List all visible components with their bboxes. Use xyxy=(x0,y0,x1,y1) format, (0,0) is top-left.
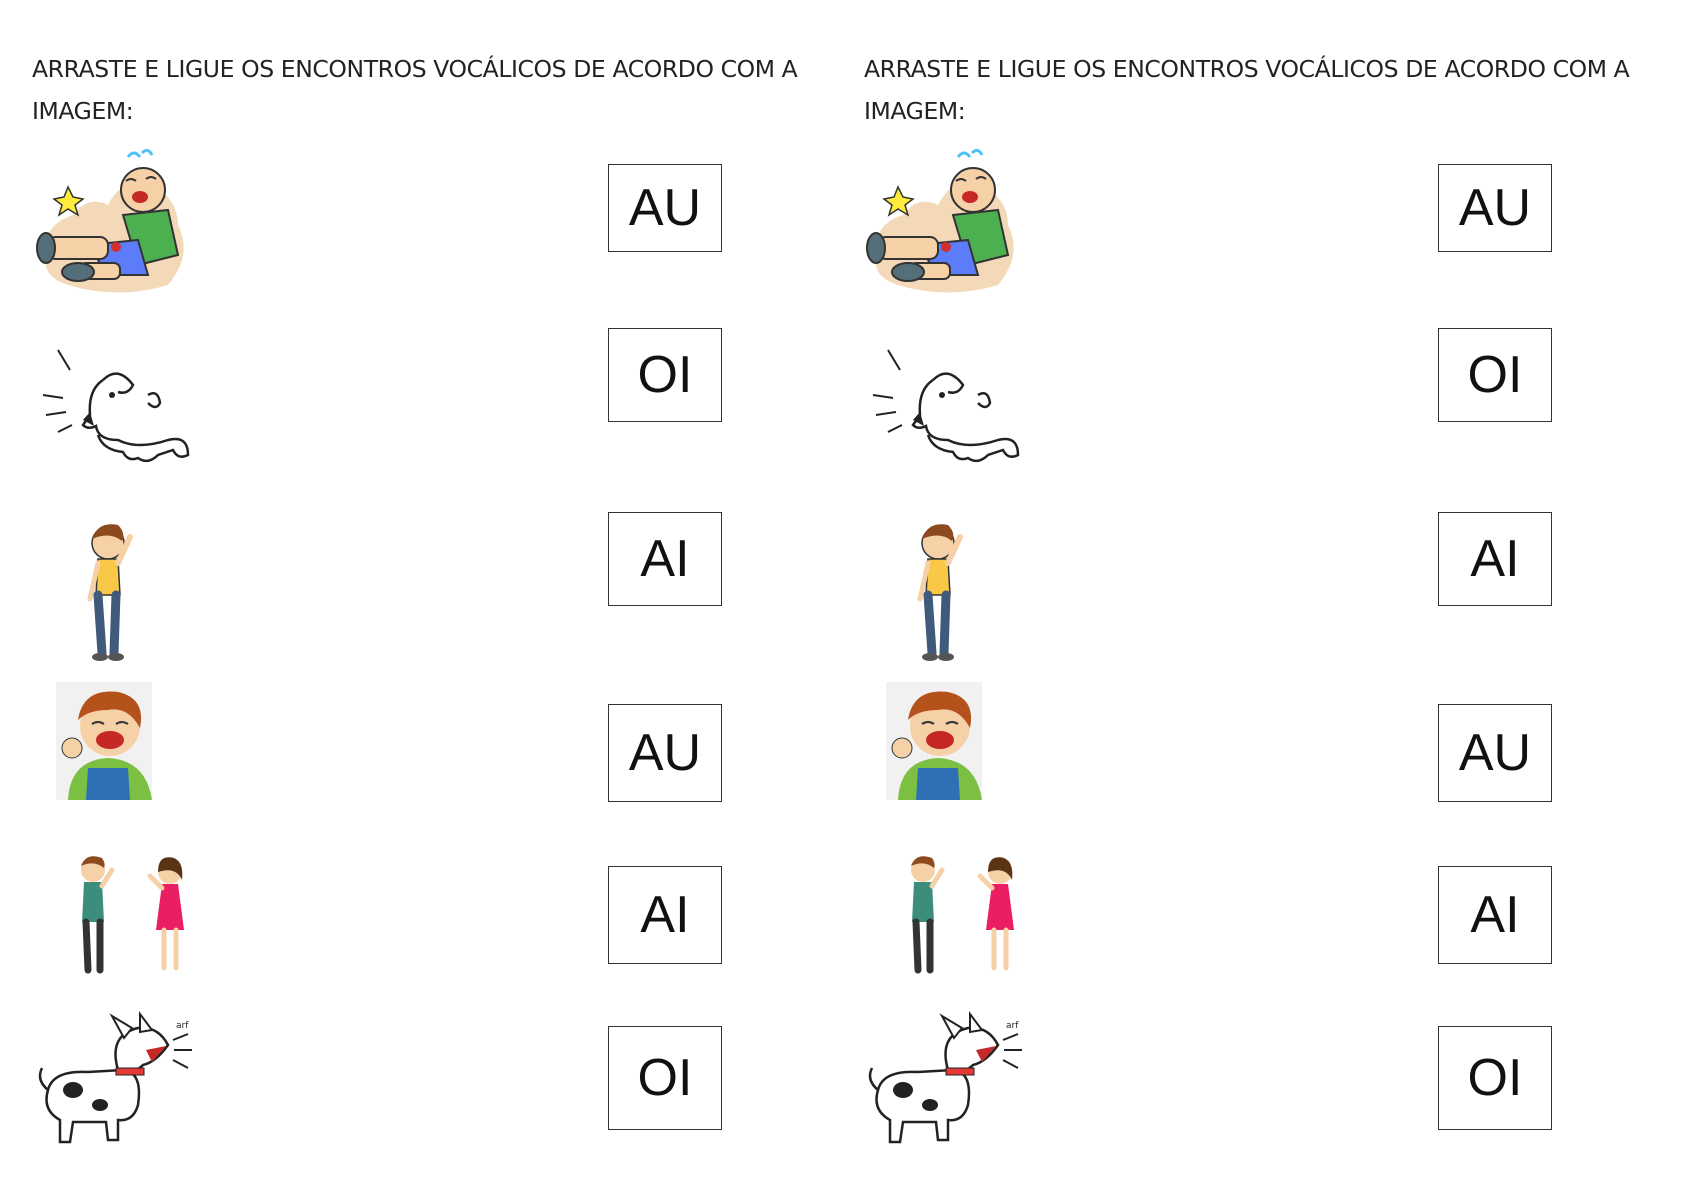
waving-boy-image xyxy=(858,515,1028,665)
syllable-card[interactable]: AU xyxy=(608,704,722,802)
boy-and-girl-greeting-image xyxy=(28,850,198,1000)
syllable-card[interactable]: AU xyxy=(1438,704,1552,802)
svg-text:arf: arf xyxy=(176,1021,189,1031)
worksheet-left xyxy=(0,0,830,1191)
syllable-card[interactable]: OI xyxy=(608,1026,722,1130)
spotted-dog-barking-image xyxy=(858,1010,1028,1160)
syllable-card[interactable]: AI xyxy=(1438,512,1552,606)
syllable-card[interactable]: AU xyxy=(608,164,722,252)
syllable-card[interactable]: OI xyxy=(608,328,722,422)
worksheet-right xyxy=(830,0,1660,1191)
crying-hurt-boy-image xyxy=(858,145,1028,295)
syllable-card[interactable]: AU xyxy=(1438,164,1552,252)
syllable-card[interactable]: OI xyxy=(1438,328,1552,422)
syllable-card[interactable]: AI xyxy=(608,512,722,606)
barking-dog-outline-image xyxy=(28,340,198,490)
barking-dog-outline-image xyxy=(858,340,1028,490)
boy-and-girl-greeting-image xyxy=(858,850,1028,1000)
waving-boy-image xyxy=(28,515,198,665)
svg-text:arf: arf xyxy=(1006,1021,1019,1031)
spotted-dog-barking-image xyxy=(28,1010,198,1160)
instruction-text: ARRASTE E LIGUE OS ENCONTROS VOCÁLICOS DE ACORDO COM A IMAGEM: xyxy=(32,55,798,125)
crying-boy-closeup-image xyxy=(28,680,198,830)
crying-boy-closeup-image xyxy=(858,680,1028,830)
syllable-card[interactable]: OI xyxy=(1438,1026,1552,1130)
instruction-text: ARRASTE E LIGUE OS ENCONTROS VOCÁLICOS DE ACORDO COM A IMAGEM: xyxy=(864,55,1630,125)
crying-hurt-boy-image xyxy=(28,145,198,295)
syllable-card[interactable]: AI xyxy=(608,866,722,964)
syllable-card[interactable]: AI xyxy=(1438,866,1552,964)
